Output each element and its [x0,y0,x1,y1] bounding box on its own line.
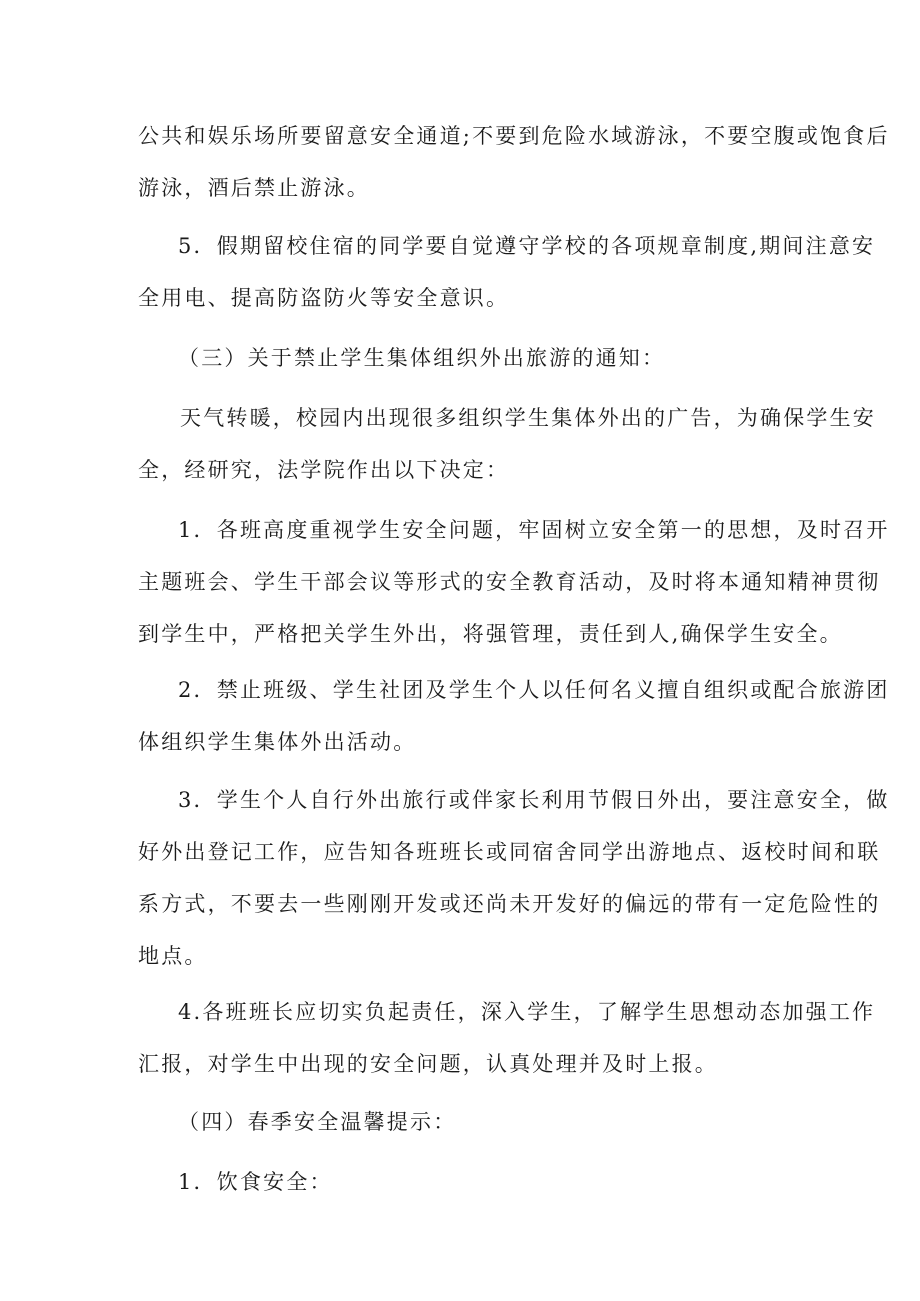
text-line: 天气转暖，校园内出现很多组织学生集体外出的广告，为确保学生安 [180,406,876,430]
text-line: （三）关于禁止学生集体组织外出旅游的通知： [178,346,666,370]
section-heading-4 [138,1096,788,1148]
paragraph-decision-4 [138,986,876,1090]
text-line: 全用电、提高防盗防火等安全意识。 [138,286,510,310]
text-line: 4.各班班长应切实负起责任，深入学生，了解学生思想动态加强工作 [178,1000,876,1024]
section-heading-3 [138,332,788,384]
text-line: 主题班会、学生干部会议等形式的安全教育活动，及时将本通知精神贯彻 [138,570,881,594]
text-line: 到学生中，严格把关学生外出，将强管理，责任到人,确保学生安全。 [138,622,843,646]
paragraph-decision-3 [138,774,890,982]
text-line: 全，经研究，法学院作出以下决定： [138,458,510,482]
text-line: 1．各班高度重视学生安全问题，牢固树立安全第一的思想，及时召开 [178,518,890,542]
text-line: 汇报，对学生中出现的安全问题，认真处理并及时上报。 [138,1052,718,1076]
text-line: 好外出登记工作，应告知各班班长或同宿舍同学出游地点、返校时间和联 [138,840,881,864]
text-line: （四）春季安全温馨提示： [178,1110,457,1134]
paragraph-public-places [138,110,890,214]
paragraph-decision-2 [138,664,890,768]
text-line: 地点。 [138,944,208,968]
paragraph-tip-1 [138,1156,788,1208]
text-line: 5．假期留校住宿的同学要自觉遵守学校的各项规章制度,期间注意安 [178,234,876,258]
paragraph-intro [138,392,876,496]
text-line: 3．学生个人自行外出旅行或伴家长利用节假日外出，要注意安全，做 [178,788,890,812]
text-line: 公共和娱乐场所要留意安全通道;不要到危险水域游泳，不要空腹或饱食后 [138,124,890,148]
text-line: 游泳，酒后禁止游泳。 [138,176,370,200]
text-line: 系方式，不要去一些刚刚开发或还尚未开发好的偏远的带有一定危险性的 [138,892,881,916]
paragraph-decision-1 [138,504,890,660]
text-line: 2．禁止班级、学生社团及学生个人以任何名义擅自组织或配合旅游团 [178,678,890,702]
paragraph-item-5 [138,220,876,324]
text-line: 体组织学生集体外出活动。 [138,730,417,754]
text-line: 1．饮食安全： [178,1170,333,1194]
